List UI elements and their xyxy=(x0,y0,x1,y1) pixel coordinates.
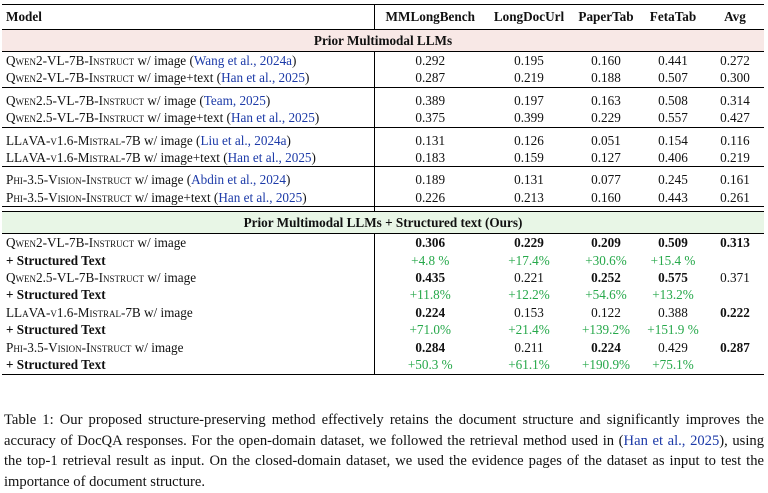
citation-link[interactable]: Han et al., 2025 xyxy=(218,189,303,205)
citation-link[interactable]: Han et al., 2025 xyxy=(230,110,315,126)
value-longdocurl: 0.211 xyxy=(514,339,544,355)
value-longdocurl: 0.159 xyxy=(486,149,572,167)
value-longdocurl: 0.131 xyxy=(514,172,544,188)
value-longdocurl: 0.213 xyxy=(486,189,572,207)
citation-close: ) xyxy=(302,189,307,205)
value-papertab: 0.077 xyxy=(591,172,621,188)
section-prior-title: Prior Multimodal LLMs xyxy=(2,30,764,52)
value-longdocurl: 0.221 xyxy=(514,270,544,286)
gain-row xyxy=(2,286,764,303)
model-name: Qwen2.5-VL-7B-Instruct xyxy=(6,270,145,286)
table-row xyxy=(2,92,764,109)
citation-close: ) xyxy=(286,172,291,188)
table-body xyxy=(2,30,764,375)
value-avg: 0.287 xyxy=(720,339,750,355)
model-name: Qwen2.5-VL-7B-Instruct xyxy=(6,92,145,108)
gain-papertab: +54.6% xyxy=(585,287,627,303)
table-row xyxy=(2,339,764,356)
gain-papertab: +30.6% xyxy=(585,252,627,268)
citation-link[interactable]: Liu et al., 2024a xyxy=(200,132,287,148)
value-fetatab: 0.443 xyxy=(640,189,706,207)
table-row xyxy=(2,304,764,321)
model-setting: w/ image xyxy=(140,304,193,320)
model-name: Qwen2-VL-7B-Instruct xyxy=(6,70,135,86)
gain-mmlongbench: +11.8% xyxy=(409,287,451,303)
value-papertab: 0.160 xyxy=(591,53,621,68)
table-row xyxy=(2,189,764,207)
model-setting: w/ image ( xyxy=(144,92,204,108)
model-cell xyxy=(2,269,374,286)
value-papertab: 0.051 xyxy=(591,132,621,148)
value-fetatab: 0.406 xyxy=(640,149,706,167)
value-longdocurl: 0.153 xyxy=(514,304,544,320)
citation-link[interactable]: Abdin et al., 2024 xyxy=(191,172,286,188)
citation-close: ) xyxy=(314,110,320,126)
table-caption xyxy=(4,410,764,492)
gain-fetatab: +151.9 % xyxy=(647,322,699,338)
gain-mmlongbench: +50.3 % xyxy=(407,357,453,373)
value-fetatab: 0.154 xyxy=(658,132,688,148)
table-row xyxy=(2,52,764,70)
model-cell xyxy=(2,304,374,321)
header-model: Model xyxy=(2,5,374,30)
value-fetatab: 0.441 xyxy=(658,53,688,68)
model-cell xyxy=(2,149,374,167)
value-fetatab: 0.245 xyxy=(658,172,688,188)
value-fetatab: 0.557 xyxy=(640,109,706,127)
value-avg: 0.272 xyxy=(720,53,750,68)
gain-fetatab: +75.1% xyxy=(652,357,694,373)
gain-papertab: +190.9% xyxy=(581,357,631,373)
value-papertab: 0.229 xyxy=(572,109,640,127)
structured-text-label: + Structured Text xyxy=(2,321,374,338)
model-name: Phi-3.5-Vision-Instruct xyxy=(6,189,132,205)
model-name: Qwen2-VL-7B-Instruct xyxy=(6,235,135,251)
citation-close: ) xyxy=(311,150,316,166)
model-setting: w/ image+text ( xyxy=(140,150,228,166)
model-cell xyxy=(2,132,374,149)
value-mmlongbench: 0.131 xyxy=(415,132,446,148)
gain-longdocurl: +21.4% xyxy=(508,322,550,338)
model-setting: w/ image xyxy=(134,235,187,251)
value-longdocurl: 0.126 xyxy=(514,132,544,148)
table-row xyxy=(2,109,764,127)
model-name: LLaVA-v1.6-Mistral-7B xyxy=(6,304,141,320)
header-fetatab: FetaTab xyxy=(640,5,706,30)
value-fetatab: 0.429 xyxy=(658,339,688,355)
citation-close: ) xyxy=(292,53,297,68)
model-setting: w/ image+text ( xyxy=(131,189,219,205)
citation-link[interactable]: Han et al., 2025 xyxy=(227,150,312,166)
table-row xyxy=(2,269,764,286)
value-papertab: 0.127 xyxy=(572,149,640,167)
citation-link[interactable]: Han et al., 2025 xyxy=(221,70,305,86)
value-papertab: 0.252 xyxy=(591,270,621,286)
gain-longdocurl: +61.1% xyxy=(508,357,550,373)
value-avg: 0.116 xyxy=(720,132,750,148)
caption-text-2: ), using the top-1 retrieval result as input. On the closed-domain dataset, we used the evidence pages of the dataset as input to test the importance of document structure. xyxy=(4,432,765,490)
model-cell xyxy=(2,69,374,87)
table-row xyxy=(2,69,764,87)
gain-papertab: +139.2% xyxy=(581,322,631,338)
header-row xyxy=(2,5,764,30)
value-fetatab: 0.508 xyxy=(658,92,688,108)
value-papertab: 0.160 xyxy=(572,189,640,207)
caption-citation-link[interactable]: Han et al., 2025 xyxy=(623,432,720,449)
value-avg: 0.427 xyxy=(706,109,764,127)
value-fetatab: 0.507 xyxy=(640,69,706,87)
gain-mmlongbench: +4.8 % xyxy=(411,252,450,268)
value-papertab: 0.122 xyxy=(591,304,621,320)
model-name: Phi-3.5-Vision-Instruct xyxy=(6,172,132,188)
value-mmlongbench: 0.189 xyxy=(415,172,446,188)
citation-close: ) xyxy=(265,92,271,108)
value-avg: 0.371 xyxy=(720,270,750,286)
model-cell xyxy=(2,234,374,252)
table-row xyxy=(2,149,764,167)
model-setting: w/ image ( xyxy=(140,132,201,148)
structured-text-label: + Structured Text xyxy=(2,286,374,303)
model-setting: w/ image xyxy=(131,339,184,355)
citation-close: ) xyxy=(286,132,291,148)
model-name: Qwen2.5-VL-7B-Instruct xyxy=(6,110,145,126)
value-avg: 0.300 xyxy=(706,69,764,87)
gain-longdocurl: +12.2% xyxy=(508,287,550,303)
gain-row xyxy=(2,252,764,269)
table-row xyxy=(2,234,764,252)
value-avg: 0.161 xyxy=(720,172,750,188)
gain-avg xyxy=(706,356,764,374)
value-mmlongbench: 0.306 xyxy=(415,235,446,251)
model-setting: w/ image+text ( xyxy=(144,110,231,126)
value-avg: 0.314 xyxy=(720,92,750,108)
model-setting: w/ image ( xyxy=(134,53,194,68)
value-mmlongbench: 0.292 xyxy=(415,53,446,68)
value-papertab: 0.188 xyxy=(572,69,640,87)
citation-close: ) xyxy=(304,70,310,86)
gain-mmlongbench: +71.0% xyxy=(409,322,451,338)
header-avg: Avg xyxy=(706,5,764,30)
citation-link[interactable]: Team, 2025 xyxy=(203,92,266,108)
model-cell xyxy=(2,109,374,127)
model-cell xyxy=(2,92,374,109)
structured-text-label: + Structured Text xyxy=(2,252,374,269)
model-cell xyxy=(2,189,374,207)
structured-text-label: + Structured Text xyxy=(2,356,374,374)
model-name: LLaVA-v1.6-Mistral-7B xyxy=(6,132,141,148)
value-mmlongbench: 0.183 xyxy=(374,149,486,167)
model-cell xyxy=(2,171,374,188)
model-setting: w/ image xyxy=(144,270,197,286)
value-mmlongbench: 0.226 xyxy=(374,189,486,207)
value-fetatab: 0.509 xyxy=(658,235,688,251)
value-longdocurl: 0.219 xyxy=(486,69,572,87)
model-setting: w/ image+text ( xyxy=(134,70,222,86)
model-name: Qwen2-VL-7B-Instruct xyxy=(6,53,135,68)
value-avg: 0.222 xyxy=(720,304,750,320)
value-avg: 0.313 xyxy=(720,235,750,251)
value-papertab: 0.163 xyxy=(591,92,621,108)
header-mmlongbench: MMLongBench xyxy=(374,5,486,30)
gain-longdocurl: +17.4% xyxy=(508,252,550,268)
value-fetatab: 0.388 xyxy=(658,304,688,320)
results-table xyxy=(2,4,764,375)
value-avg: 0.219 xyxy=(706,149,764,167)
model-setting: w/ image ( xyxy=(131,172,192,188)
section-ours-title: Prior Multimodal LLMs + Structured text (Ours) xyxy=(2,212,764,234)
value-mmlongbench: 0.435 xyxy=(415,270,446,286)
gain-row xyxy=(2,321,764,338)
value-mmlongbench: 0.389 xyxy=(415,92,446,108)
caption-text-1: Table 1: Our proposed structure-preserving method effectively retains the document structure and significantly improves the accuracy of DocQA responses. For the open-domain dataset, we followed the retrieval method used in ( xyxy=(4,412,764,449)
gain-row xyxy=(2,356,764,374)
value-fetatab: 0.575 xyxy=(658,270,688,286)
gain-avg xyxy=(706,321,764,338)
table-row xyxy=(2,132,764,149)
value-longdocurl: 0.195 xyxy=(514,53,544,68)
value-mmlongbench: 0.375 xyxy=(374,109,486,127)
citation-link[interactable]: Wang et al., 2024a xyxy=(193,53,293,68)
header-longdocurl: LongDocUrl xyxy=(486,5,572,30)
value-mmlongbench: 0.284 xyxy=(415,339,446,355)
value-mmlongbench: 0.224 xyxy=(415,304,446,320)
value-longdocurl: 0.197 xyxy=(514,92,544,108)
value-avg: 0.261 xyxy=(706,189,764,207)
gain-avg xyxy=(706,252,764,269)
gain-avg xyxy=(706,286,764,303)
value-papertab: 0.224 xyxy=(591,339,621,355)
value-mmlongbench: 0.287 xyxy=(374,69,486,87)
gain-fetatab: +15.4 % xyxy=(650,252,696,268)
table-row xyxy=(2,171,764,188)
header-papertab: PaperTab xyxy=(572,5,640,30)
model-cell xyxy=(2,52,374,70)
model-cell xyxy=(2,339,374,356)
model-name: Phi-3.5-Vision-Instruct xyxy=(6,339,132,355)
value-papertab: 0.209 xyxy=(591,235,621,251)
model-name: LLaVA-v1.6-Mistral-7B xyxy=(6,150,141,166)
gain-fetatab: +13.2% xyxy=(652,287,694,303)
section-row xyxy=(2,212,764,234)
value-longdocurl: 0.229 xyxy=(514,235,544,251)
value-longdocurl: 0.399 xyxy=(486,109,572,127)
